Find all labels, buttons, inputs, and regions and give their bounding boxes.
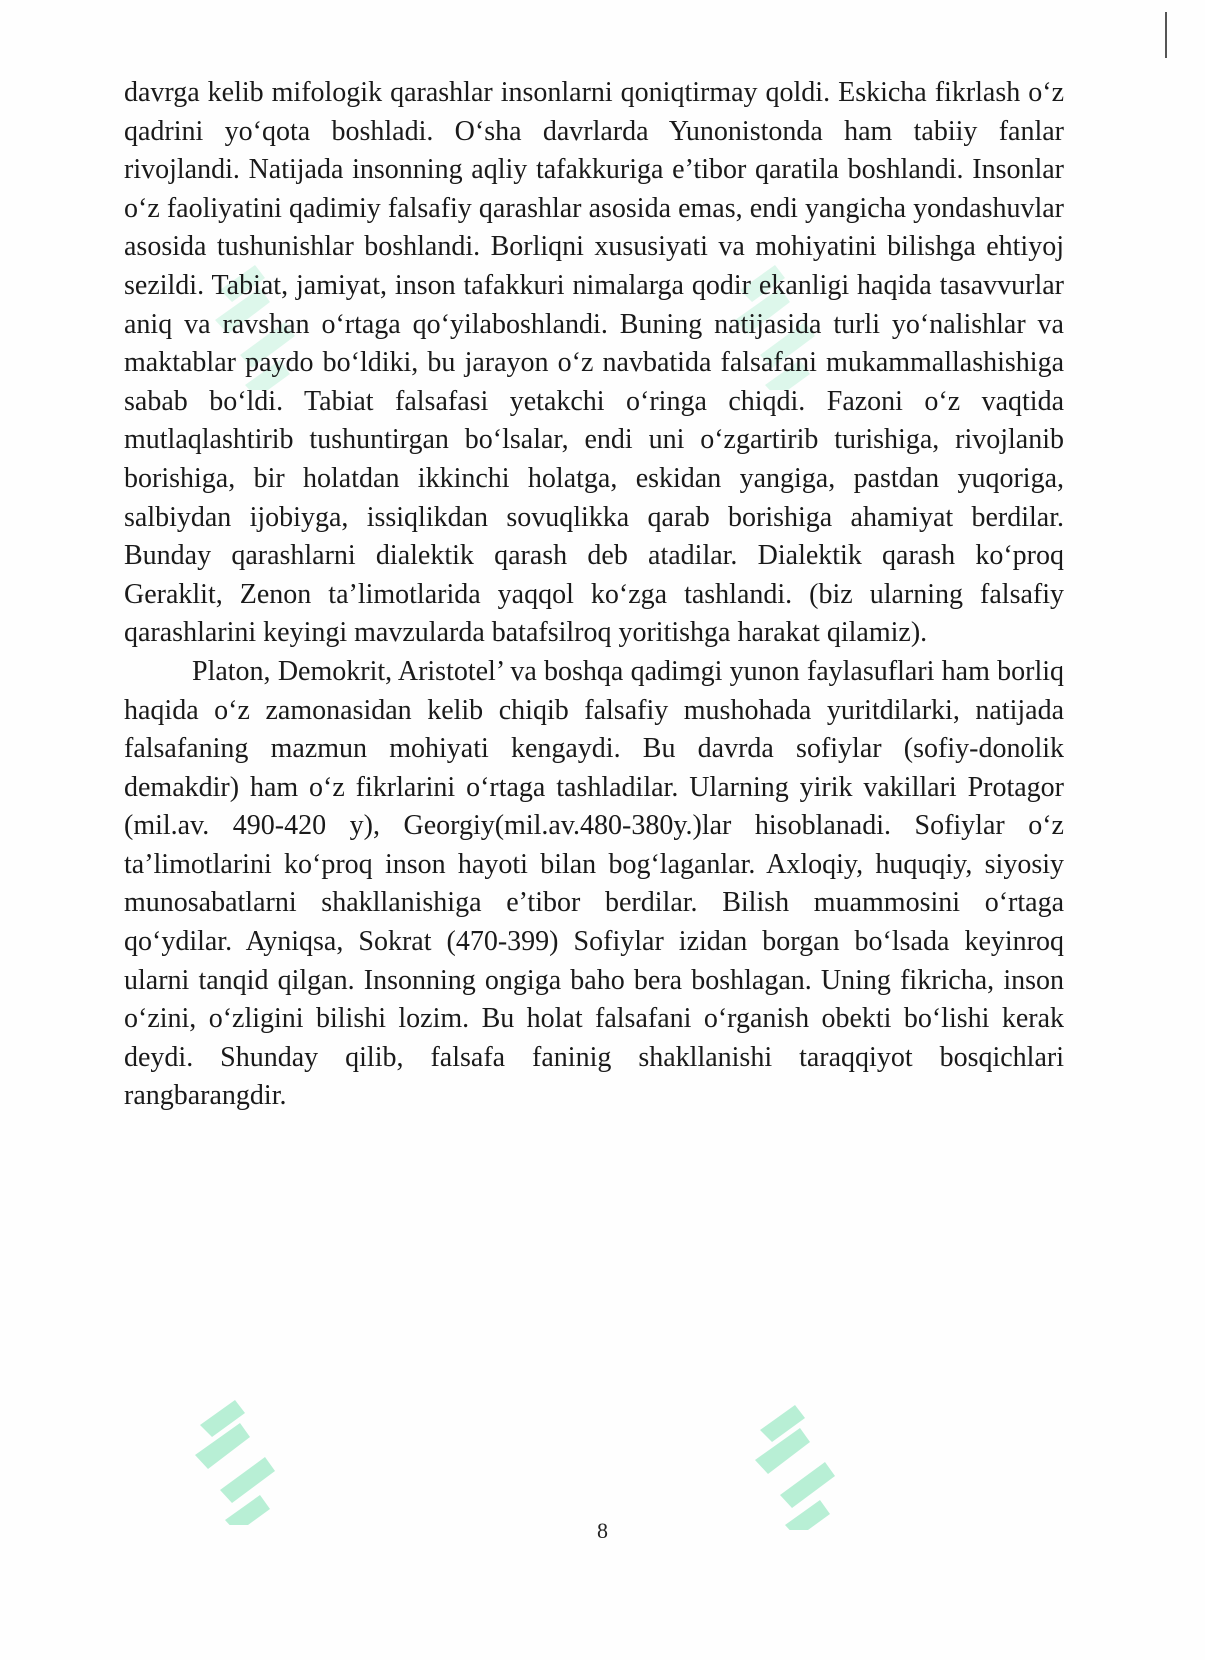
scan-noise xyxy=(100,18,140,58)
scan-edge-mark xyxy=(1165,12,1167,58)
paragraph: davrga kelib mifologik qarashlar insonlarni qoniqtirmay qoldi. Eskicha fikrlash o‘z qadrini yo‘qota boshladi. O‘sha davrlarda Yunonistonda ham tabiiy fanlar rivojlandi. Natijada insonning aqliy tafakkuriga e’tibor qaratila boshlandi. Insonlar o‘z faoliyatini qadimiy falsafiy qarashlar asosida emas, endi yangicha yondashuvlar asosida tushunishlar boshlandi. Borliqni xususiyati va mohiyatini bilishga ehtiyoj sezildi. Tabiat, jamiyat, inson tafakkuri nimalarga qodir ekanligi haqida tasavvurlar aniq va ravshan o‘rtaga qo‘yilaboshlandi. Buning natijasida turli yo‘nalishlar va maktablar paydo bo‘ldiki, bu jarayon o‘z navbatida falsafani mukammallashishiga sabab bo‘ldi. Tabiat falsafasi yetakchi o‘ringa chiqdi. Fazoni o‘z vaqtida mutlaqlashtirib tushuntirgan bo‘lsalar, endi uni o‘zgartirib turishiga, rivojlanib borishiga, bir holatdan ikkinchi holatga, eskidan yangiga, pastdan yuqoriga, salbiydan ijobiyga, issiqlikdan sovuqlikka qarab borishiga ahamiyat berdilar. Bunday qarashlarni dialektik qarash deb atadilar. Dialektik qarash ko‘proq Geraklit, Zenon ta’limotlarida yaqqol ko‘zga tashlandi. (biz ularning falsafiy qarashlarini keyingi mavzularda batafsilroq yoritishga harakat qilamiz). xyxy=(124,77,1064,649)
body-text xyxy=(124,74,1064,1116)
watermark-logo-icon xyxy=(740,1400,850,1530)
paragraph: Platon, Demokrit, Aristotel’ va boshqa qadimgi yunon faylasuflari ham borliq haqida o‘z zamonasidan kelib chiqib falsafiy mushohada yuritdilarki, natijada falsafaning mazmun mohiyati kengaydi. Bu davrda sofiylar (sofiy-donolik demakdir) ham o‘z fikrlarini o‘rtaga tashladilar. Ularning yirik vakillari Protagor (mil.av. 490-420 y), Georgiy(mil.av.480-380y.)lar hisoblanadi. Sofiylar o‘z ta’limotlarini ko‘proq inson hayoti bilan bog‘laganlar. Axloqiy, huquqiy, siyosiy munosabatlarni shakllanishiga e’tibor berdilar. Bilish muammosini o‘rtaga qo‘ydilar. Ayniqsa, Sokrat (470-399) Sofiylar izidan borgan bo‘lsada keyinroq ularni tanqid qilgan. Insonning ongiga baho bera boshlagan. Uning fikricha, inson o‘zini, o‘zligini bilishi lozim. Bu holat falsafani o‘rganish obekti bo‘lishi kerak deydi. Shunday qilib, falsafa faninig shakllanishi taraqqiyot bosqichlari rangbarangdir. xyxy=(124,655,1064,1112)
watermark-logo-icon xyxy=(180,1395,290,1525)
page-number: 8 xyxy=(597,1518,608,1543)
